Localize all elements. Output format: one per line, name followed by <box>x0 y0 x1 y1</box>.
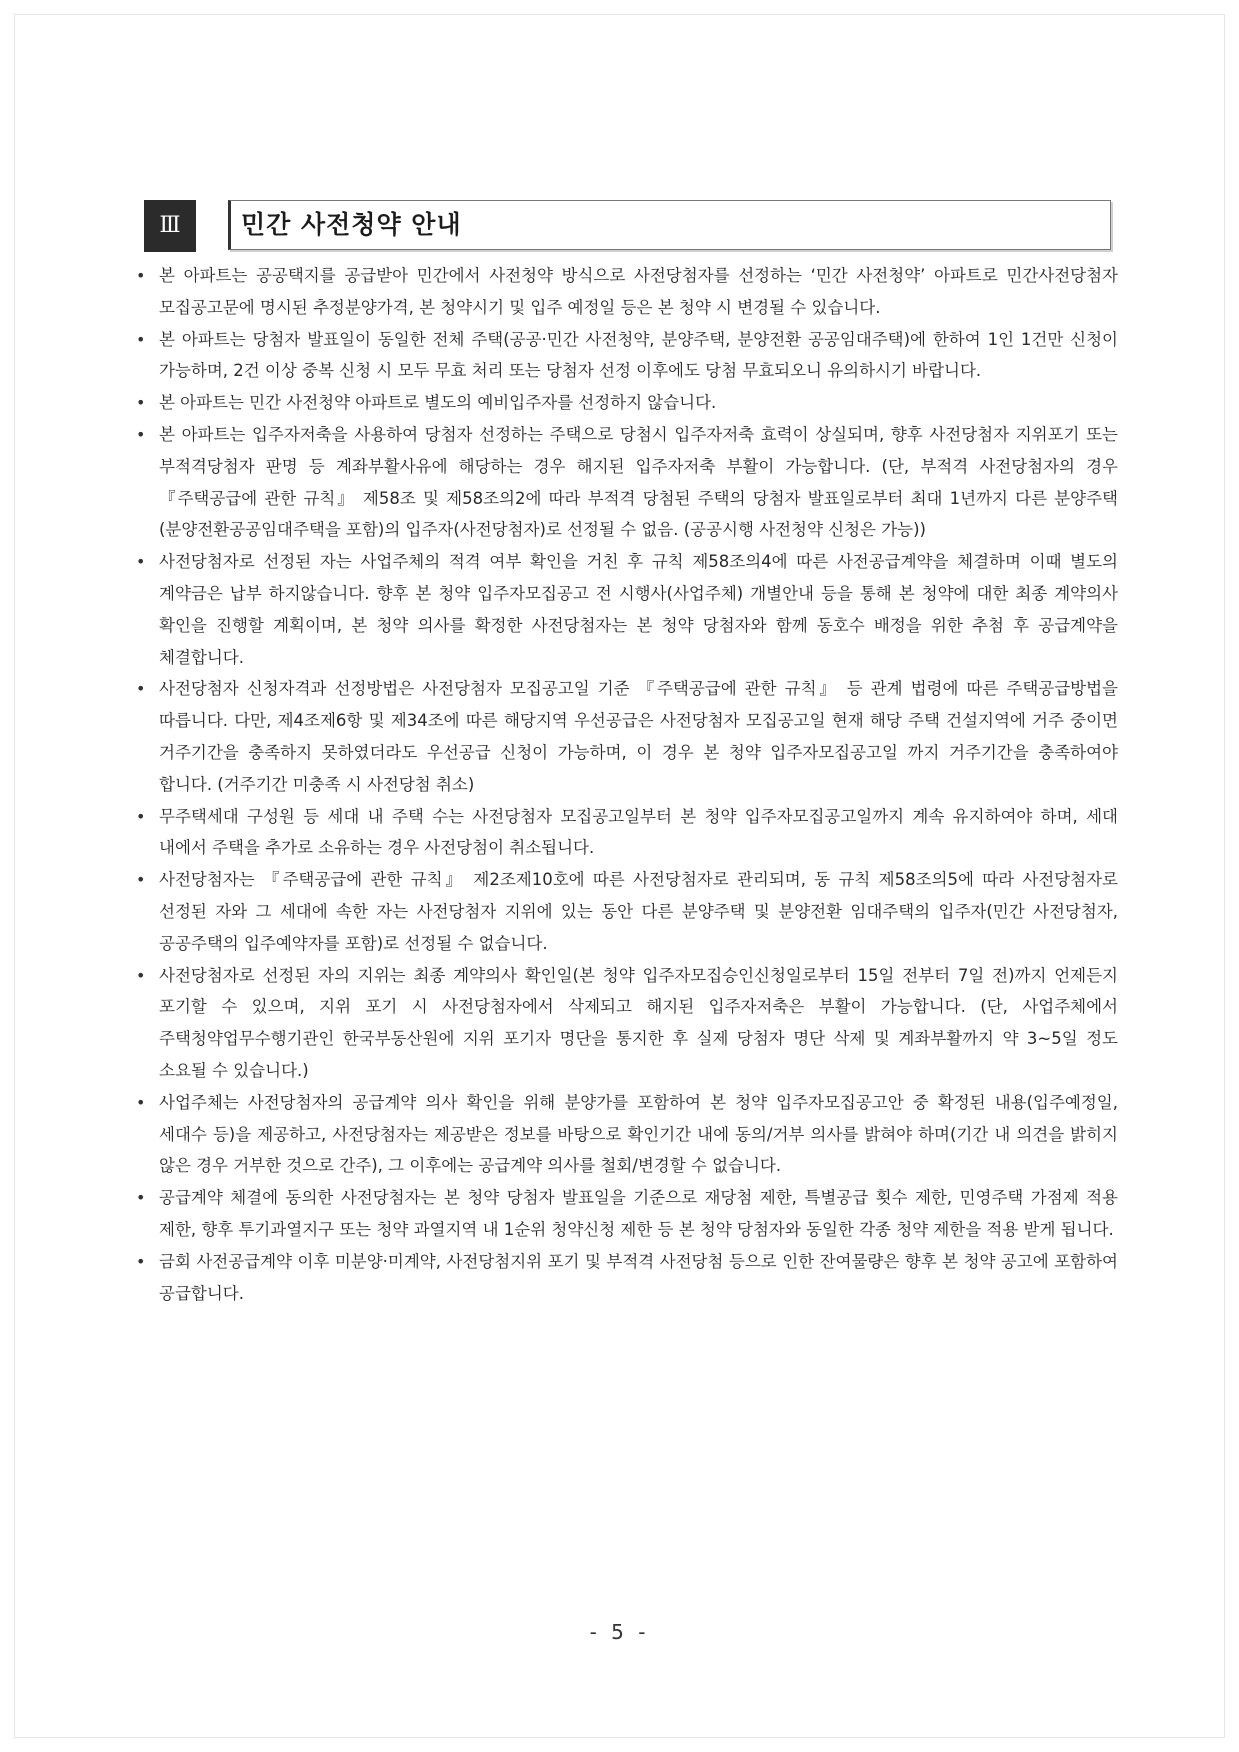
bullet-icon: • <box>136 1092 146 1112</box>
bullet-icon: • <box>136 806 146 826</box>
notice-item <box>133 960 1118 1087</box>
notice-text: 공급계약 체결에 동의한 사전당첨자는 본 청약 당첨자 발표일을 기준으로 재당첨 제한, 특별공급 횟수 제한, 민영주택 가점제 적용 제한, 향후 투기과열지구 또는 청약 과열지역 내 1순위 청약신청 제한 등 본 청약 당첨자와 동일한 각종 청약 제한을 적용 받게 됩니다. <box>159 1188 1118 1239</box>
notice-text: 본 아파트는 당첨자 발표일이 동일한 전체 주택(공공·민간 사전청약, 분양주택, 분양전환 공공임대주택)에 한하여 1인 1건만 신청이 가능하며, 2건 이상 중복 신청 시 모두 무효 처리 또는 당첨자 선정 이후에도 당첨 무효되오니 유의하시기 바랍니다. <box>159 329 1118 381</box>
notice-item <box>133 864 1118 959</box>
section-title: 민간 사전청약 안내 <box>241 210 462 239</box>
bullet-icon: • <box>136 679 146 699</box>
bullet-icon: • <box>136 1251 146 1271</box>
notice-text: 사전당첨자로 선정된 자의 지위는 최종 계약의사 확인일(본 청약 입주자모집승인신청일로부터 15일 전부터 7일 전)까지 언제든지 포기할 수 있으며, 지위 포기 시 사전당첨자에서 삭제되고 해지된 입주자저축은 부활이 가능합니다. (단, 사업주체에서 주택청약업무수행기관인 한국부동산원에 지위 포기자 명단을 통지한 후 실제 당첨자 명단 삭제 및 계좌부활까지 약 3~5일 정도 소요될 수 있습니다.) <box>159 965 1118 1080</box>
notice-item <box>133 546 1118 673</box>
notice-item <box>133 419 1118 546</box>
notice-text: 사전당첨자는 『주택공급에 관한 규칙』 제2조제10호에 따른 사전당첨자로 관리되며, 동 규칙 제58조의5에 따라 사전당첨자로 선정된 자와 그 세대에 속한 자는 사전당첨자 지위에 있는 동안 다른 분양주택 및 분양전환 임대주택의 입주자(민간 사전당첨자, 공공주택의 입주예약자를 포함)로 선정될 수 없습니다. <box>159 870 1118 953</box>
notice-item <box>133 673 1118 800</box>
notice-item <box>133 260 1118 324</box>
notice-item <box>133 1087 1118 1182</box>
notice-text: 본 아파트는 민간 사전청약 아파트로 별도의 예비입주자를 선정하지 않습니다. <box>159 393 717 413</box>
bullet-icon: • <box>136 266 146 285</box>
notice-item <box>133 387 1118 419</box>
notice-text: 본 아파트는 입주자저축을 사용하여 당첨자 선정하는 주택으로 당첨시 입주자저축 효력이 상실되며, 향후 사전당첨자 지위포기 또는 부적격당첨자 판명 등 계좌부활사유에 해당하는 경우 해지된 입주자저축 부활이 가능합니다. (단, 부적격 사전당첨자의 경우 『주택공급에 관한 규칙』 제58조 및 제58조의2에 따라 부적격 당첨된 주택의 당첨자 발표일로부터 최대 1년까지 다른 분양주택(분양전환공공임대주택을 포함)의 입주자(사전당첨자)로 선정될 수 없음. (공공시행 사전청약 신청은 가능)) <box>159 424 1118 540</box>
notice-item <box>133 801 1118 865</box>
bullet-icon: • <box>136 393 146 413</box>
bullet-icon: • <box>136 870 146 890</box>
bullet-icon: • <box>136 552 146 572</box>
notice-text: 금회 사전공급계약 이후 미분양·미계약, 사전당첨지위 포기 및 부적격 사전당첨 등으로 인한 잔여물량은 향후 본 청약 공고에 포함하여 공급합니다. <box>159 1251 1118 1303</box>
bullet-icon: • <box>136 965 146 985</box>
notice-text: 사전당첨자 신청자격과 선정방법은 사전당첨자 모집공고일 기준 『주택공급에 관한 규칙』 등 관계 법령에 따른 주택공급방법을 따릅니다. 다만, 제4조제6항 및 제34조에 따른 해당지역 우선공급은 사전당첨자 모집공고일 현재 해당 주택 건설지역에 거주 중이면 거주기간을 충족하지 못하였더라도 우선공급 신청이 가능하며, 이 경우 본 청약 입주자모집공고일 까지 거주기간을 충족하여야 합니다. (거주기간 미충족 시 사전당첨 취소) <box>159 679 1118 794</box>
notice-item <box>133 324 1118 388</box>
notice-list <box>133 260 1118 1309</box>
section-title-box <box>228 200 1111 250</box>
section-number-badge: Ⅲ <box>144 200 196 252</box>
bullet-icon: • <box>136 424 146 444</box>
notice-text: 사업주체는 사전당첨자의 공급계약 의사 확인을 위해 분양가를 포함하여 본 청약 입주자모집공고안 중 확정된 내용(입주예정일, 세대수 등)을 제공하고, 사전당첨자는 제공받은 정보를 바탕으로 확인기간 내에 동의/거부 의사를 밝혀야 하며(기간 내 의견을 밝히지 않은 경우 거부한 것으로 간주), 그 이후에는 공급계약 의사를 철회/변경할 수 없습니다. <box>159 1092 1118 1176</box>
notice-text: 사전당첨자로 선정된 자는 사업주체의 적격 여부 확인을 거친 후 규칙 제58조의4에 따른 사전공급계약을 체결하며 이때 별도의 계약금은 납부 하지않습니다. 향후 본 청약 입주자모집공고 전 시행사(사업주체) 개별안내 등을 통해 본 청약에 대한 최종 계약의사 확인을 진행할 계획이며, 본 청약 의사를 확정한 사전당첨자는 본 청약 당첨자와 함께 동호수 배정을 위한 추첨 후 공급계약을 체결합니다. <box>159 552 1118 667</box>
notice-text: 본 아파트는 공공택지를 공급받아 민간에서 사전청약 방식으로 사전당첨자를 선정하는 ‘민간 사전청약’ 아파트로 민간사전당첨자 모집공고문에 명시된 추정분양가격, 본 청약시기 및 입주 예정일 등은 본 청약 시 변경될 수 있습니다. <box>159 266 1118 317</box>
page-number: - 5 - <box>589 1620 650 1644</box>
notice-text: 무주택세대 구성원 등 세대 내 주택 수는 사전당첨자 모집공고일부터 본 청약 입주자모집공고일까지 계속 유지하여야 하며, 세대 내에서 주택을 추가로 소유하는 경우 사전당첨이 취소됩니다. <box>159 806 1118 858</box>
bullet-icon: • <box>136 329 146 349</box>
notice-item <box>133 1182 1118 1246</box>
section-header <box>144 200 1111 252</box>
bullet-icon: • <box>136 1188 146 1208</box>
notice-item <box>133 1246 1118 1310</box>
